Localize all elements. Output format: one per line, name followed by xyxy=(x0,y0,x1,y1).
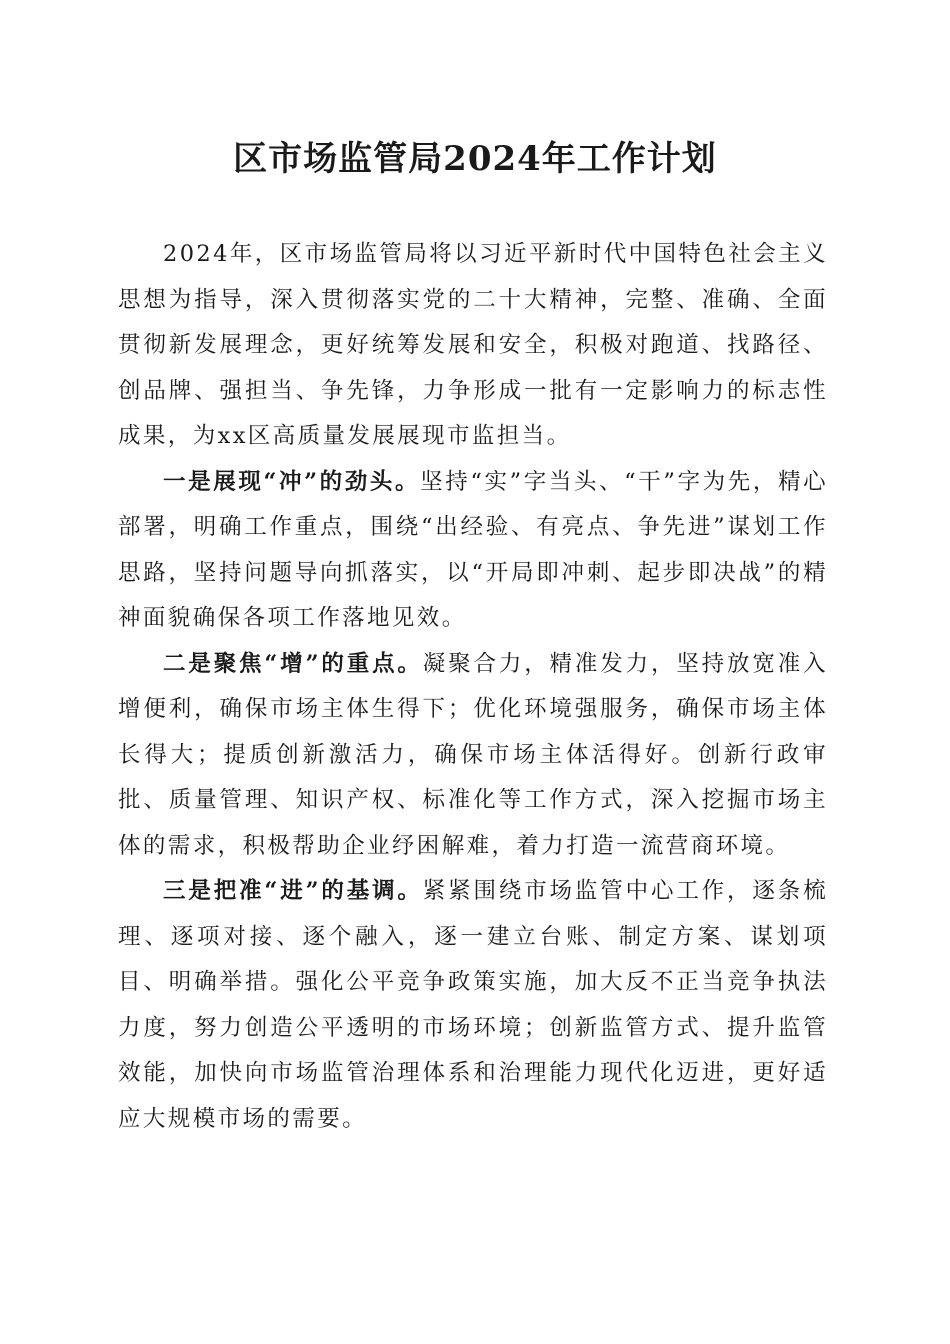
section-text-1: 坚持“实”字当头、“干”字为先，精心部署，明确工作重点，围绕“出经验、有亮点、争先进”谋划工作思路，坚持问题导向抓落实，以“开局即冲刺、起步即决战”的精神面貌确保各项工作落地见效。 xyxy=(118,468,828,631)
section-paragraph-1 xyxy=(118,460,828,642)
document-body xyxy=(118,232,828,1142)
section-lead-1: 一是展现“冲”的劲头。 xyxy=(163,468,421,495)
intro-paragraph: 2024年，区市场监管局将以习近平新时代中国特色社会主义思想为指导，深入贯彻落实党的二十大精神，完整、准确、全面贯彻新发展理念，更好统筹发展和安全，积极对跑道、找路径、创品牌、强担当、争先锋，力争形成一批有一定影响力的标志性成果，为xx区高质量发展展现市监担当。 xyxy=(118,241,828,449)
section-lead-2: 二是聚焦“增”的重点。 xyxy=(163,650,423,677)
section-lead-3: 三是把准“进”的基调。 xyxy=(163,878,423,904)
document-title: 区市场监管局2024年工作计划 xyxy=(233,139,717,179)
section-paragraph-2 xyxy=(118,642,828,870)
section-paragraph-3 xyxy=(118,869,828,1142)
section-text-2: 凝聚合力，精准发力，坚持放宽准入增便利，确保市场主体生得下；优化环境强服务，确保市场主体长得大；提质创新激活力，确保市场主体活得好。创新行政审批、质量管理、知识产权、标准化等工作方式，深入挖掘市场主体的需求，积极帮助企业纾困解难，着力打造一流营商环境。 xyxy=(118,650,828,859)
section-text-3: 紧紧围绕市场监管中心工作，逐条梳理、逐项对接、逐个融入，逐一建立台账、制定方案、谋划项目、明确举措。强化公平竞争政策实施，加大反不正当竞争执法力度，努力创造公平透明的市场环境；创新监管方式、提升监管效能，加快向市场监管治理体系和治理能力现代化迈进，更好适应大规模市场的需要。 xyxy=(118,878,828,1132)
